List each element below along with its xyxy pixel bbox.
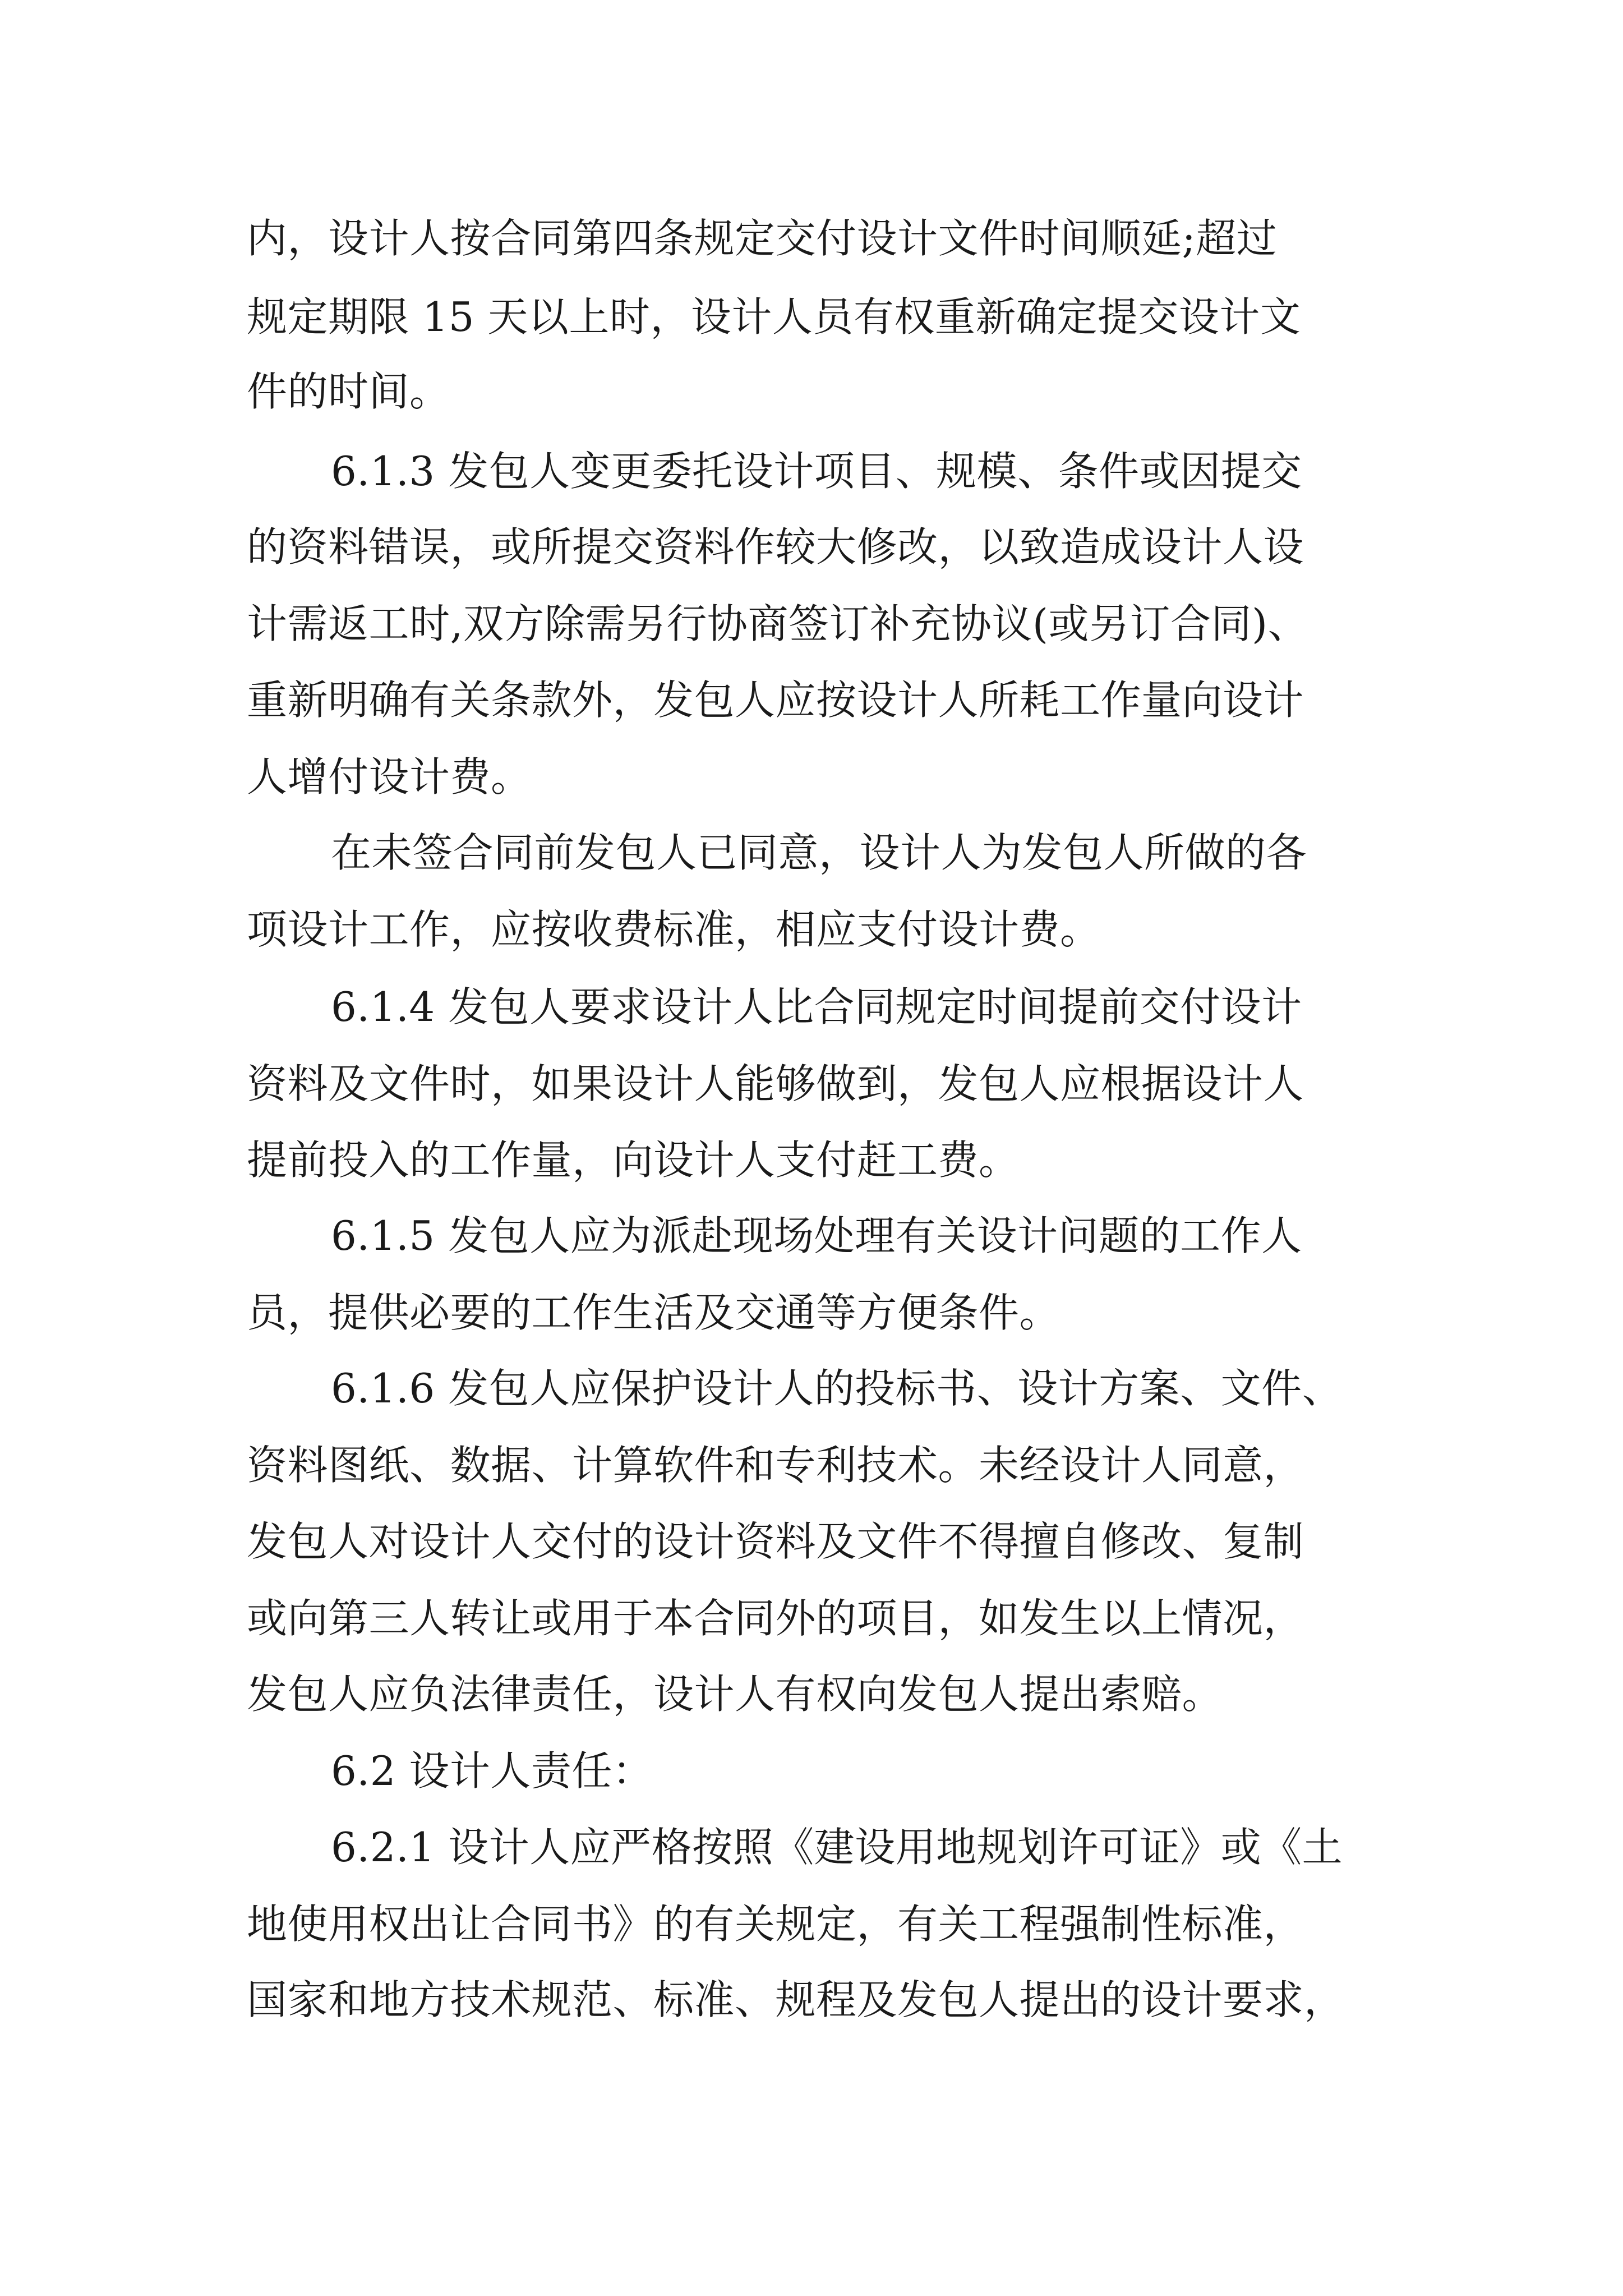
paragraph-start-6-1-5: 6.1.5 发包人应为派赴现场处理有关设计问题的工作人 — [331, 1212, 1302, 1259]
paragraph-start-6-1-4: 6.1.4 发包人要求设计人比合同规定时间提前交付设计 — [331, 983, 1302, 1030]
text-line: 规定期限 15 天以上时，设计人员有权重新确定提交设计文 — [247, 293, 1301, 341]
text-line: 资料及文件时，如果设计人能够做到，发包人应根据设计人 — [247, 1060, 1304, 1107]
text-line: 的资料错误，或所提交资料作较大修改，以致造成设计人设 — [247, 523, 1304, 570]
text-line: 发包人对设计人交付的设计资料及文件不得擅自修改、复制 — [247, 1518, 1304, 1565]
text-line: 资料图纸、数据、计算软件和专利技术。未经设计人同意， — [247, 1442, 1304, 1489]
paragraph-start: 在未签合同前发包人已同意，设计人为发包人所做的各 — [331, 829, 1307, 876]
text-line: 人增付设计费。 — [247, 753, 532, 800]
text-line: 提前投入的工作量，向设计人支付赶工费。 — [247, 1137, 1020, 1184]
text-line: 地使用权出让合同书》的有关规定，有关工程强制性标准， — [247, 1901, 1304, 1948]
paragraph-start-6-1-3: 6.1.3 发包人变更委托设计项目、规模、条件或因提交 — [331, 448, 1302, 495]
section-heading-6-2: 6.2 设计人责任： — [331, 1747, 653, 1795]
text-line: 国家和地方技术规范、标准、规程及发包人提出的设计要求， — [247, 1976, 1345, 2023]
text-line: 项设计工作，应按收费标准，相应支付设计费。 — [247, 906, 1101, 953]
text-line: 内，设计人按合同第四条规定交付设计文件时间顺延;超过 — [247, 215, 1278, 262]
text-line: 员，提供必要的工作生活及交通等方便条件。 — [247, 1289, 1061, 1336]
text-line: 发包人应负法律责任，设计人有权向发包人提出索赔。 — [247, 1671, 1223, 1718]
text-line: 计需返工时,双方除需另行协商签订补充协议(或另订合同)、 — [247, 600, 1309, 647]
paragraph-start-6-2-1: 6.2.1 设计人应严格按照《建设用地规划许可证》或《土 — [331, 1824, 1343, 1871]
text-line: 重新明确有关条款外，发包人应按设计人所耗工作量向设计 — [247, 677, 1304, 724]
text-line: 或向第三人转让或用于本合同外的项目，如发生以上情况， — [247, 1595, 1304, 1642]
paragraph-start-6-1-6: 6.1.6 发包人应保护设计人的投标书、设计方案、文件、 — [331, 1365, 1343, 1412]
text-line: 件的时间。 — [247, 368, 450, 415]
